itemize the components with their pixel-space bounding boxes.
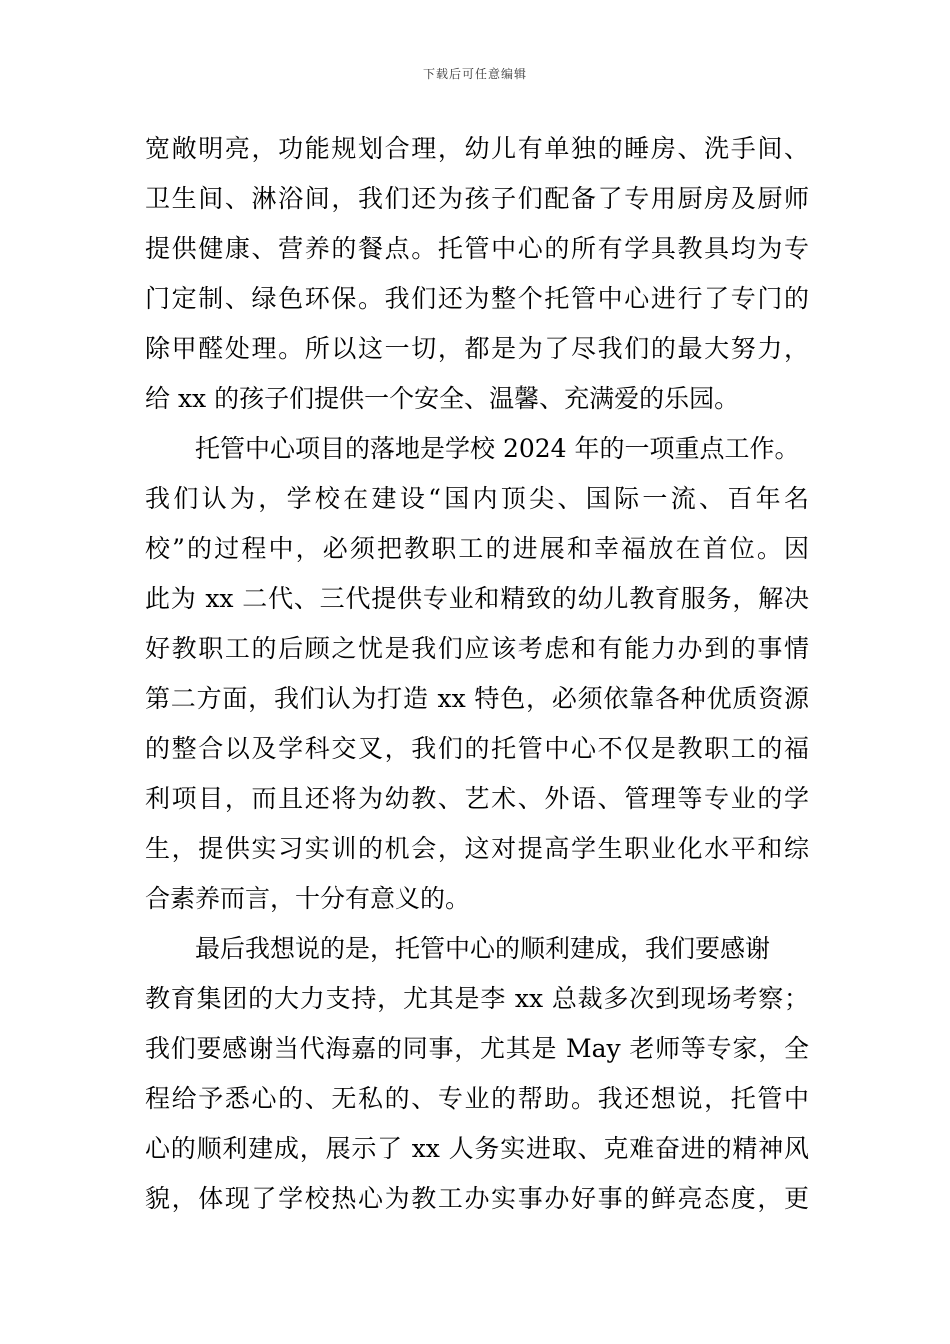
text-line: 合素养而言，十分有意义的。 <box>145 884 471 913</box>
text-line: 利项目，而且还将为幼教、艺术、外语、管理等专业的学 <box>145 784 809 813</box>
text-line: 宽敞明亮，功能规划合理，幼儿有单独的睡房、洗手间、 <box>145 134 809 163</box>
text-line: 程给予悉心的、无私的、专业的帮助。我还想说，托管中 <box>145 1084 809 1113</box>
text-line: 除甲醛处理。所以这一切，都是为了尽我们的最大努力， <box>145 334 809 363</box>
text-line: 貌，体现了学校热心为教工办实事办好事的鲜亮态度，更 <box>145 1184 809 1213</box>
text-line: 我们要感谢当代海嘉的同事，尤其是 May 老师等专家，全 <box>145 1034 809 1063</box>
text-line: 第二方面，我们认为打造 xx 特色，必须依靠各种优质资源 <box>145 684 809 713</box>
text-line: 生，提供实习实训的机会，这对提高学生职业化水平和综 <box>145 834 809 863</box>
text-line: 托管中心项目的落地是学校 2024 年的一项重点工作。 <box>195 434 800 463</box>
document-body <box>145 124 809 1224</box>
text-line: 的整合以及学科交叉，我们的托管中心不仅是教职工的福 <box>145 734 809 763</box>
text-line: 心的顺利建成，展示了 xx 人务实进取、克难奋进的精神风 <box>145 1134 809 1163</box>
text-line: 此为 xx 二代、三代提供专业和精致的幼儿教育服务，解决 <box>145 584 809 613</box>
page-header: 下载后可任意编辑 <box>422 67 527 81</box>
text-line: 校”的过程中，必须把教职工的进展和幸福放在首位。因 <box>145 534 809 563</box>
text-line: 我们认为，学校在建设“国内顶尖、国际一流、百年名 <box>145 484 809 513</box>
text-line: 给 xx 的孩子们提供一个安全、温馨、充满爱的乐园。 <box>145 384 740 413</box>
text-line: 最后我想说的是，托管中心的顺利建成，我们要感谢 <box>195 934 771 963</box>
text-line: 门定制、绿色环保。我们还为整个托管中心进行了专门的 <box>145 284 809 313</box>
text-line: 卫生间、淋浴间，我们还为孩子们配备了专用厨房及厨师 <box>145 184 809 213</box>
text-line: 好教职工的后顾之忧是我们应该考虑和有能力办到的事情 <box>145 634 809 663</box>
text-line: 教育集团的大力支持，尤其是李 xx 总裁多次到现场考察； <box>145 984 809 1013</box>
text-line: 提供健康、营养的餐点。托管中心的所有学具教具均为专 <box>145 234 809 263</box>
